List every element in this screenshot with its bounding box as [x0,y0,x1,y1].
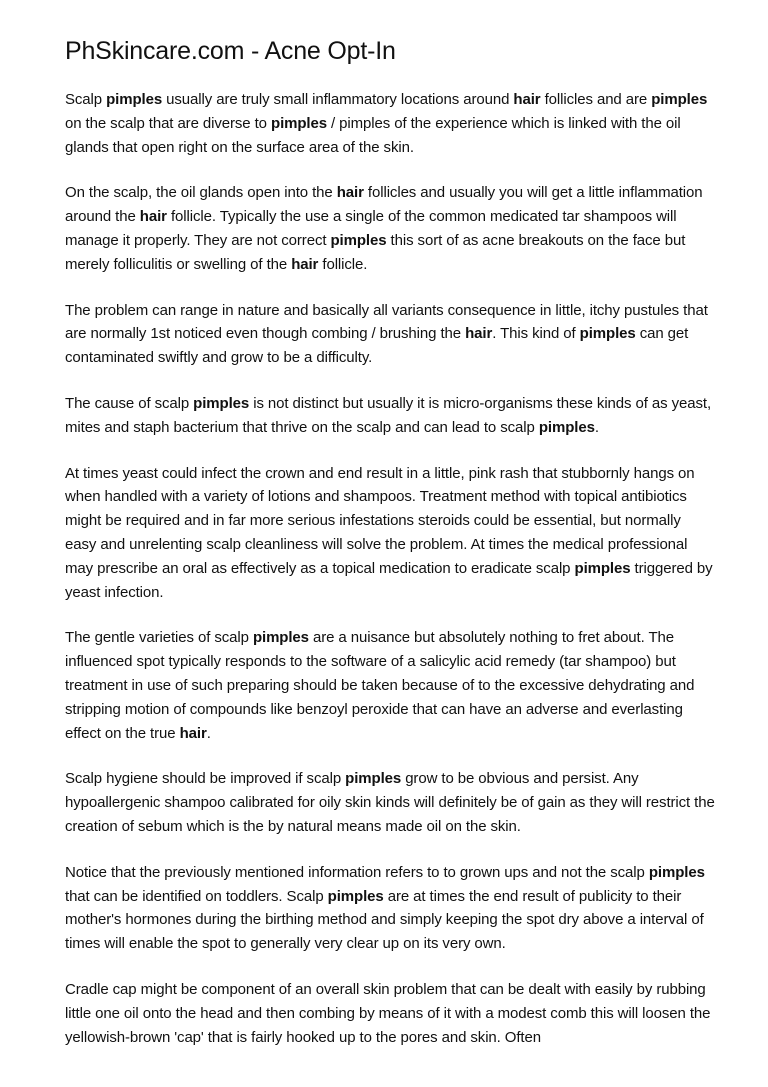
body-paragraph [65,181,715,276]
keyword-bold: pimples [574,559,631,577]
keyword-bold: hair [336,184,364,202]
paragraph-text: Notice that the previously mentioned information refers to to grown ups and not the scalp [65,863,649,881]
keyword-bold: pimples [648,863,705,881]
paragraph-text: Scalp [65,91,107,108]
paragraph-text: usually are truly small inflammatory locations around [162,91,514,108]
keyword-bold: pimples [106,91,163,108]
paragraph-text: Cradle cap might be component of an overall skin problem that can be dealt with easily by rubbing little one oil onto the head and then combing by means of it with a modest comb this will loosen the yellowish-brown 'cap' that is fairly hooked up to the pores and skin. Often [65,980,711,1046]
paragraph-text: is not distinct but usually it is micro-organisms these kinds of as yeast, mites and staph bacterium that thrive on the scalp and can lead to scalp [65,394,712,436]
keyword-bold: pimples [193,394,250,412]
paragraph-text: follicles and usually you will get a little inflammation around the [65,184,703,226]
paragraph-text: / pimples of the experience which is linked with the oil glands that open right on the surface area of the skin. [65,114,681,156]
keyword-bold: pimples [345,770,402,788]
keyword-bold: pimples [330,231,387,249]
keyword-bold: pimples [327,887,384,905]
document-title: PhSkincare.com - Acne Opt-In [65,37,396,65]
paragraph-text: . This kind of [492,325,580,343]
paragraph-text: The problem can range in nature and basically all variants consequence in little, itchy pustules that are normally 1st noticed even though combing / brushing the [65,301,708,343]
keyword-bold: pimples [651,91,708,108]
paragraph-text: At times yeast could infect the crown and end result in a little, pink rash that stubbornly hangs on when handled with a variety of lotions and shampoos. Treatment method with topical antibiotics might be required and in far more serious infestations steroids could be essential, but normally easy and unrelenting scalp cleanliness will solve the problem. At times the medical professional may prescribe an oral as effectively as a topical medication to eradicate scalp [65,464,695,577]
keyword-bold: pimples [538,418,595,436]
body-paragraph [65,626,715,745]
paragraph-text: Scalp hygiene should be improved if scalp [65,770,346,788]
paragraph-text: The cause of scalp [65,394,194,412]
body-paragraph [65,88,715,159]
keyword-bold: hair [513,91,541,108]
body-paragraph [65,462,715,605]
paragraph-text: that can be identified on toddlers. Scalp [65,887,328,905]
paragraph-text: can get contaminated swiftly and grow to be a difficulty. [65,325,689,367]
paragraph-text: . [594,418,599,436]
paragraph-text: follicle. [318,255,368,273]
body-paragraph [65,978,715,1049]
body-paragraph [65,861,715,956]
keyword-bold: pimples [271,114,327,132]
keyword-bold: hair [291,255,319,273]
paragraph-text: . [206,724,211,742]
paragraph-text: follicle. Typically the use a single of the common medicated tar shampoos will manage it properly. They are not correct [65,208,677,249]
body-paragraph [65,299,715,370]
keyword-bold: pimples [252,629,309,647]
paragraph-text: grow to be obvious and persist. Any hypoallergenic shampoo calibrated for oily skin kinds will definitely be of gain as they will restrict the creation of sebum which is the by natural means made oil on the skin. [65,770,715,835]
keyword-bold: hair [139,208,167,226]
paragraph-text: on the scalp that are diverse to [65,114,271,132]
paragraph-text: are a nuisance but absolutely nothing to fret about. The influenced spot typically responds to the software of a salicylic acid remedy (tar shampoo) but treatment in use of such preparing should be taken because of to the excessive dehydrating and stripping motion of compounds like benzoyl peroxide that can have an adverse and everlasting effect on the true [65,629,695,742]
keyword-bold: hair [465,325,493,343]
paragraph-text: triggered by yeast infection. [65,559,713,601]
paragraph-text: follicles and are [540,91,652,108]
document-body [65,88,715,1049]
paragraph-text: On the scalp, the oil glands open into the [65,184,337,202]
body-paragraph [65,392,715,440]
body-paragraph [65,767,715,838]
keyword-bold: hair [179,724,207,742]
document-page [65,36,715,1071]
paragraph-text: this sort of as acne breakouts on the face but merely folliculitis or swelling of the [65,231,686,273]
paragraph-text: are at times the end result of publicity to their mother's hormones during the birthing method and simply keeping the spot dry above a interval of times will enable the spot to generally very clear up on its very own. [65,887,704,953]
paragraph-text: The gentle varieties of scalp [65,629,253,647]
keyword-bold: pimples [579,325,636,343]
